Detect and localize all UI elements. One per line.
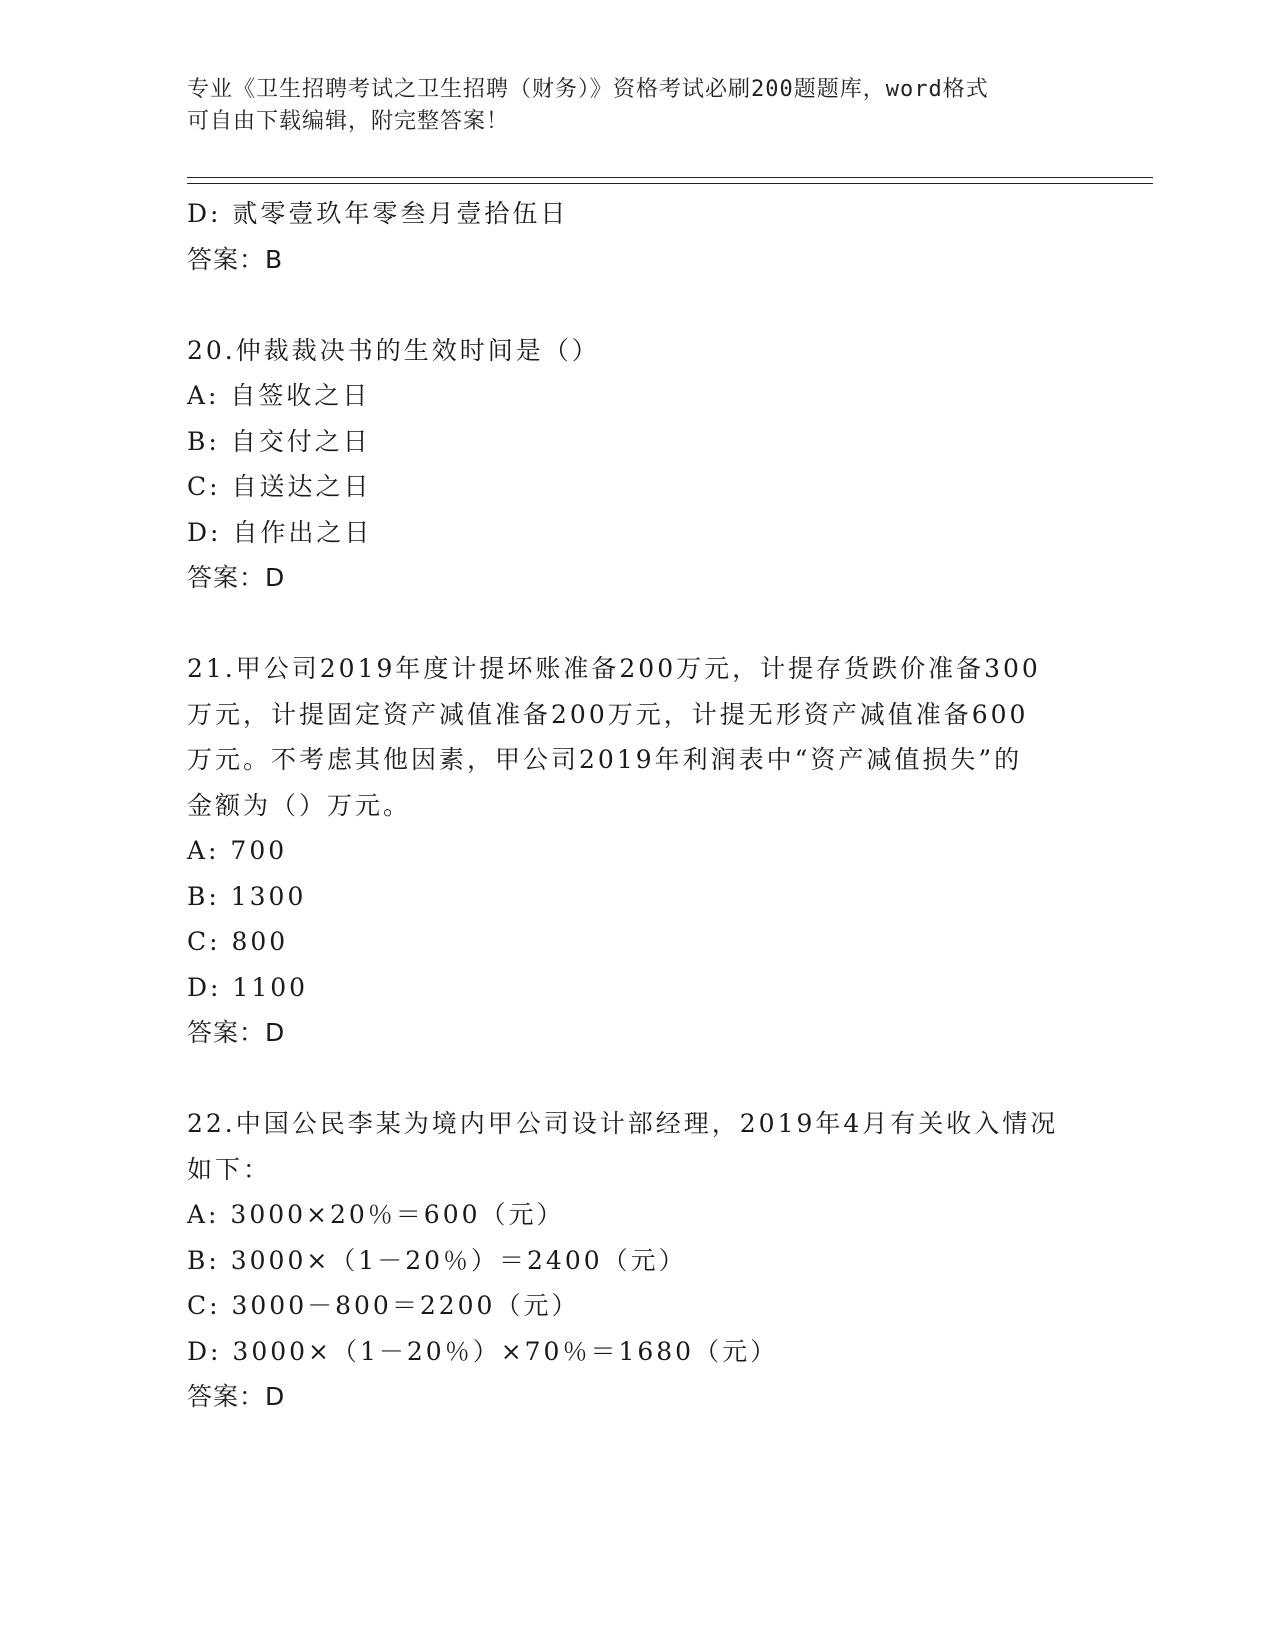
spacer	[187, 601, 1087, 647]
answer-line: 答案：D	[187, 563, 286, 592]
question-list	[187, 191, 1087, 1420]
option-c: C: 800	[187, 927, 289, 956]
spacer	[187, 1056, 1087, 1102]
question-block	[187, 328, 1087, 601]
option-c: C: 自送达之日	[187, 472, 372, 501]
question-stem-line-1: 22.中国公民李某为境内甲公司设计部经理，2019年4月有关收入情况	[187, 1109, 1059, 1138]
option-d: D: 贰零壹玖年零叁月壹拾伍日	[187, 199, 569, 228]
option-b: B: 3000×（1－20％）＝2400（元）	[187, 1245, 687, 1275]
option-d: D: 1100	[187, 972, 309, 1002]
header-line-2: 可自由下载编辑，附完整答案！	[187, 109, 510, 134]
question-block	[187, 646, 1087, 1056]
option-b: B: 1300	[187, 881, 307, 911]
header-divider	[187, 177, 1153, 184]
option-a: A: 3000×20％＝600（元）	[187, 1200, 565, 1229]
question-stem: 20.仲裁裁决书的生效时间是（）	[187, 335, 600, 365]
option-d: D: 3000×（1－20％）×70％＝1680（元）	[187, 1336, 779, 1366]
option-a: A: 700	[187, 836, 288, 865]
option-c: C: 3000－800＝2200（元）	[187, 1291, 580, 1320]
header-line-1: 专业《卫生招聘考试之卫生招聘（财务）》资格考试必刷200题题库，word格式	[187, 77, 989, 102]
question-stem-line-1: 21.甲公司2019年度计提坏账准备200万元，计提存货跌价准备300	[187, 654, 1041, 683]
question-block	[187, 1101, 1087, 1420]
option-b: B: 自交付之日	[187, 426, 371, 456]
spacer	[187, 282, 1087, 328]
answer-line: 答案：D	[187, 1018, 286, 1047]
question-stem-line-3: 万元。不考虑其他因素，甲公司2019年利润表中“资产减值损失”的	[187, 745, 1023, 774]
question-stem-line-2: 万元，计提固定资产减值准备200万元，计提无形资产减值准备600	[187, 699, 1029, 729]
answer-line: 答案：D	[187, 1382, 286, 1411]
option-a: A: 自签收之日	[187, 381, 371, 410]
document-header	[187, 74, 1067, 138]
question-stem-line-2: 如下：	[187, 1154, 272, 1184]
answer-line: 答案：B	[187, 244, 284, 274]
question-stem-line-4: 金额为（）万元。	[187, 790, 412, 820]
option-d: D: 自作出之日	[187, 517, 373, 547]
